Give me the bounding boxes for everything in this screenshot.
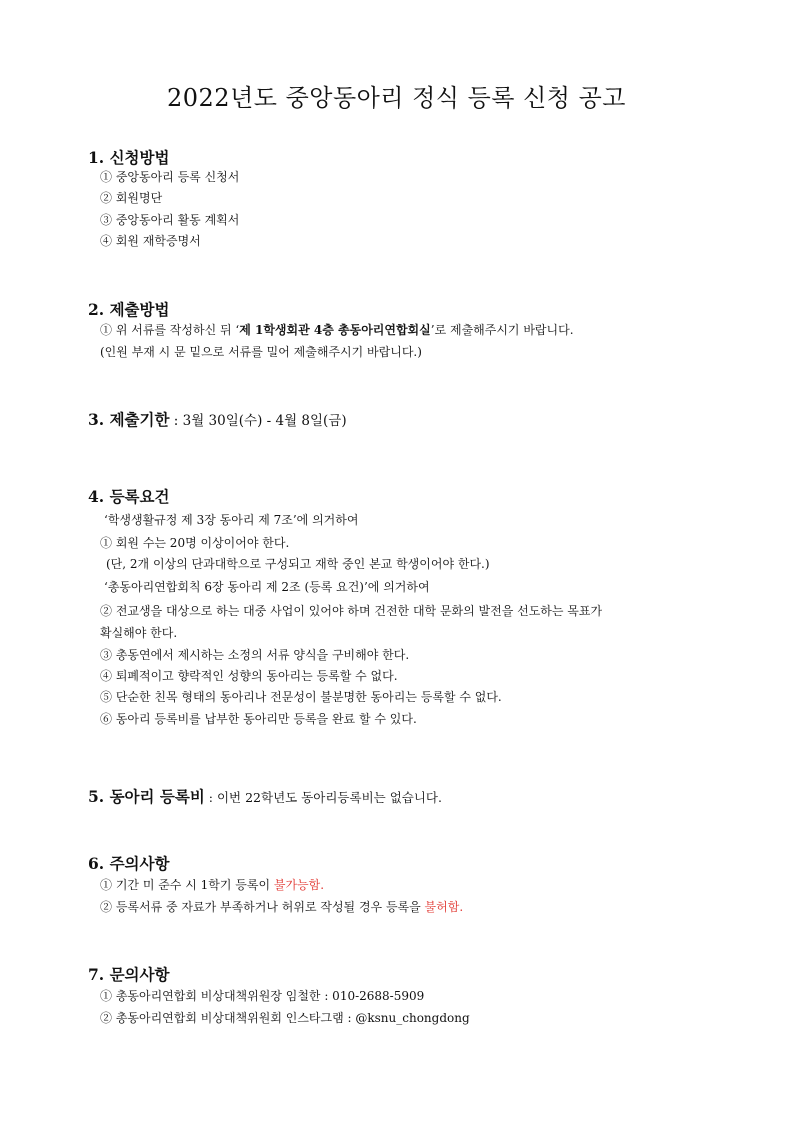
caution-item [100,877,324,893]
section-2-heading: 2. 제출방법 [88,300,170,319]
list-item: ① 중앙동아리 등록 신청서 [100,170,240,184]
deadline-value: : 3월 30일(수) - 4월 8일(금) [169,413,347,429]
list-item: ⑥ 동아리 등록비를 납부한 동아리만 등록을 완료 할 수 있다. [100,712,417,726]
caution-warning: 불허함. [424,900,464,914]
list-item: ④ 퇴폐적이고 향락적인 성향의 동아리는 등록할 수 없다. [100,669,398,683]
list-item: ① 회원 수는 20명 이상이어야 한다. [100,536,290,550]
section-3-heading [88,408,347,430]
page-title: 2022년도 중앙동아리 정식 등록 신청 공고 [167,84,626,112]
regulation-reference: ‘학생생활규정 제 3장 동아리 제 7조’에 의거하여 [104,513,359,527]
deadline-label: 3. 제출기한 [88,410,170,429]
fee-value: : 이번 22학년도 동아리등록비는 없습니다. [204,790,442,805]
caution-text: ② 등록서류 중 자료가 부족하거나 허위로 작성될 경우 등록을 [100,900,425,914]
caution-text: ① 기간 미 준수 시 1학기 등록이 [100,878,274,892]
section-4-heading: 4. 등록요건 [88,487,170,506]
list-item: ② 전교생을 대상으로 하는 대중 사업이 있어야 하며 건전한 대학 문화의 발전을 선도하는 목표가 [100,604,603,618]
contact-instagram: ② 총동아리연합회 비상대책위원회 인스타그램 : @ksnu_chongdong [100,1011,470,1025]
list-item-note: (단, 2개 이상의 단과대학으로 구성되고 재학 중인 본교 학생이어야 한다.) [106,557,490,571]
section-6-heading: 6. 주의사항 [88,854,170,873]
submission-location: 제 1학생회관 4층 총동아리연합회실 [239,323,431,337]
caution-item [100,899,463,915]
fee-label: 5. 동아리 등록비 [88,787,205,806]
section-1-heading: 1. 신청방법 [88,148,170,167]
list-item: ② 회원명단 [100,191,163,205]
list-item-continuation: 확실해야 한다. [100,626,178,640]
list-item: ④ 회원 재학증명서 [100,234,201,248]
section-5-heading [88,785,442,807]
submission-note: (인원 부재 시 문 밑으로 서류를 밀어 제출해주시기 바랍니다.) [100,345,422,359]
submission-instruction [100,322,574,338]
list-item: ⑤ 단순한 친목 형태의 동아리나 전문성이 불분명한 동아리는 등록할 수 없다. [100,690,502,704]
contact-phone: ① 총동아리연합회 비상대책위원장 임철한 : 010-2688-5909 [100,989,425,1003]
regulation-reference: ‘총동아리연합회칙 6장 동아리 제 2조 (등록 요건)’에 의거하여 [104,580,430,594]
list-item: ③ 총동연에서 제시하는 소정의 서류 양식을 구비해야 한다. [100,648,410,662]
section-7-heading: 7. 문의사항 [88,965,170,984]
list-item: ③ 중앙동아리 활동 계획서 [100,213,240,227]
instruction-prefix: ① 위 서류를 작성하신 뒤 ‘ [100,323,240,337]
caution-warning: 불가능함. [273,878,325,892]
instruction-suffix: ’로 제출해주시기 바랍니다. [430,323,574,337]
